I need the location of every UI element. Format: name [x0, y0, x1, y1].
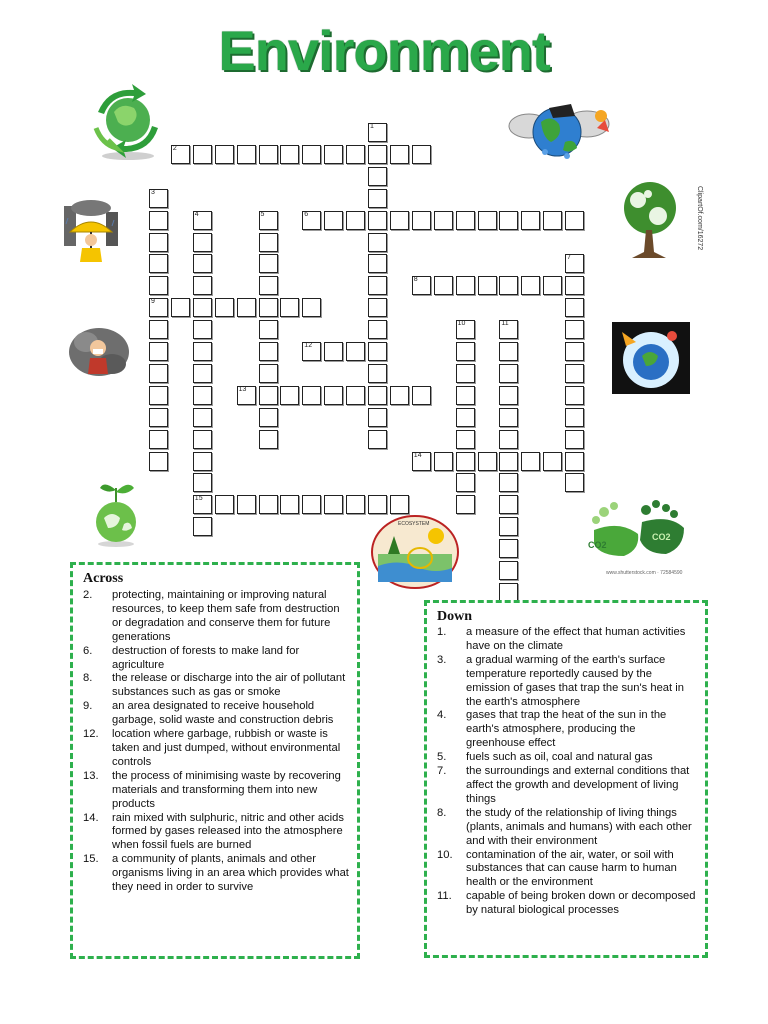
clue-item [83, 770, 349, 812]
crossword-cell[interactable] [237, 495, 256, 514]
clue-number: 13. [83, 769, 99, 782]
clue-text: the process of minimising waste by recovering materials and transforming them into new products [112, 769, 341, 810]
across-clue-box [70, 562, 360, 959]
clue-text: contamination of the air, water, or soil with substances that can cause harm to human health or the environment [466, 848, 677, 889]
crossword-cell[interactable] [565, 473, 584, 492]
crossword-cell[interactable] [149, 233, 168, 252]
crossword-cell[interactable] [499, 364, 518, 383]
crossword-cell[interactable] [456, 473, 475, 492]
crossword-cell[interactable] [237, 298, 256, 317]
crossword-cell[interactable] [259, 342, 278, 361]
crossword-cell[interactable] [171, 145, 190, 164]
clue-item [437, 890, 697, 918]
crossword-cell[interactable] [149, 298, 168, 317]
crossword-cell[interactable] [565, 408, 584, 427]
crossword-cell[interactable] [193, 517, 212, 536]
clue-number-label: 2 [172, 144, 177, 152]
crossword-cell[interactable] [499, 517, 518, 536]
crossword-cell[interactable] [521, 211, 540, 230]
crossword-cell[interactable] [149, 189, 168, 208]
crossword-cell[interactable] [390, 495, 409, 514]
clue-number-label: 4 [194, 210, 199, 218]
crossword-cell[interactable] [149, 211, 168, 230]
crossword-cell[interactable] [280, 298, 299, 317]
crossword-cell[interactable] [193, 386, 212, 405]
crossword-cell[interactable] [193, 473, 212, 492]
crossword-cell[interactable] [193, 276, 212, 295]
down-heading: Down [437, 609, 473, 624]
crossword-cell[interactable] [499, 561, 518, 580]
crossword-cell[interactable] [324, 386, 343, 405]
crossword-cell[interactable] [499, 430, 518, 449]
crossword-cell[interactable] [565, 430, 584, 449]
crossword-cell[interactable] [149, 254, 168, 273]
across-clue-list [83, 589, 349, 895]
crossword-cell[interactable] [149, 430, 168, 449]
crossword-cell[interactable] [456, 342, 475, 361]
crossword-cell[interactable] [324, 342, 343, 361]
smog-person-image [66, 324, 132, 386]
crossword-cell[interactable] [259, 211, 278, 230]
clue-number-label: 13 [238, 385, 247, 393]
crossword-cell[interactable] [346, 211, 365, 230]
crossword-cell[interactable] [368, 495, 387, 514]
crossword-cell[interactable] [193, 364, 212, 383]
crossword-cell[interactable] [368, 211, 387, 230]
clue-number-label: 11 [501, 320, 509, 328]
clue-number-label: 15 [194, 495, 203, 503]
crossword-cell[interactable] [456, 408, 475, 427]
crossword-cell[interactable] [149, 276, 168, 295]
crossword-cell[interactable] [456, 364, 475, 383]
crossword-cell[interactable] [280, 386, 299, 405]
clue-item [83, 645, 349, 673]
crossword-cell[interactable] [565, 364, 584, 383]
crossword-cell[interactable] [149, 386, 168, 405]
crossword-cell[interactable] [302, 145, 321, 164]
crossword-cell[interactable] [302, 495, 321, 514]
clue-number-label: 5 [260, 210, 265, 218]
crossword-cell[interactable] [368, 233, 387, 252]
clue-text: a measure of the effect that human activities have on the climate [466, 626, 686, 652]
clue-number: 15. [83, 853, 99, 866]
crossword-cell[interactable] [434, 211, 453, 230]
crossword-cell[interactable] [368, 320, 387, 339]
clue-item [437, 751, 697, 765]
crossword-cell[interactable] [193, 430, 212, 449]
crying-earth-image [505, 98, 613, 164]
tree-image-caption: ClipartOf.com/16272 [696, 186, 703, 251]
crossword-cell[interactable] [259, 408, 278, 427]
crossword-cell[interactable] [565, 320, 584, 339]
crossword-cell[interactable] [565, 211, 584, 230]
clue-item [83, 728, 349, 770]
crossword-cell[interactable] [499, 539, 518, 558]
crossword-cell[interactable] [521, 276, 540, 295]
carbon-footprint-image [580, 494, 690, 578]
clue-text: protecting, maintaining or improving natural resources, to keep them safe from destruction or degradation and conserve them for future generations [112, 589, 340, 643]
clue-number-label: 8 [413, 276, 418, 284]
clue-number: 5. [437, 751, 447, 764]
clue-text: a community of plants, animals and other organisms living in an area which provides what they need in order to survive [112, 853, 349, 894]
crossword-cell[interactable] [499, 320, 518, 339]
clue-number-label: 1 [370, 123, 374, 130]
crossword-cell[interactable] [478, 211, 497, 230]
crossword-cell[interactable] [565, 386, 584, 405]
clue-number: 4. [437, 709, 447, 722]
crossword-cell[interactable] [456, 211, 475, 230]
crossword-cell[interactable] [193, 320, 212, 339]
crossword-cell[interactable] [456, 452, 475, 471]
crossword-cell[interactable] [565, 276, 584, 295]
crossword-cell[interactable] [259, 386, 278, 405]
clue-text: the study of the relationship of living things (plants, animals and humans) with each other and with their environment [466, 806, 692, 847]
clue-item [437, 709, 697, 751]
crossword-cell[interactable] [149, 320, 168, 339]
crossword-cell[interactable] [324, 495, 343, 514]
clue-item [83, 853, 349, 895]
crossword-cell[interactable] [456, 430, 475, 449]
crossword-cell[interactable] [368, 189, 387, 208]
clue-item [437, 765, 697, 807]
crossword-cell[interactable] [543, 452, 562, 471]
crossword-cell[interactable] [499, 408, 518, 427]
crossword-cell[interactable] [390, 211, 409, 230]
crossword-cell[interactable] [499, 342, 518, 361]
clue-number: 10. [437, 848, 453, 861]
clue-item [83, 812, 349, 854]
ecosystem-diagram-image [370, 514, 460, 590]
crossword-cell[interactable] [565, 298, 584, 317]
crossword-cell[interactable] [149, 342, 168, 361]
crossword-cell[interactable] [499, 452, 518, 471]
clue-number-label: 3 [151, 188, 155, 196]
crossword-cell[interactable] [368, 145, 387, 164]
crossword-cell[interactable] [324, 211, 343, 230]
crossword-cell[interactable] [412, 145, 431, 164]
crossword-cell[interactable] [302, 298, 321, 317]
crossword-cell[interactable] [456, 495, 475, 514]
crossword-cell[interactable] [368, 276, 387, 295]
clue-text: the surroundings and external conditions that affect the growth and development of living things [466, 765, 690, 805]
crossword-cell[interactable] [478, 452, 497, 471]
clue-text: a gradual warming of the earth's surface temperature reportedly caused by the emission of gases that trap the sun's heat in the earth's atmosphere [466, 653, 684, 708]
crossword-cell[interactable] [346, 386, 365, 405]
crossword-cell[interactable] [390, 386, 409, 405]
clue-text: gases that trap the heat of the sun in the earth's atmosphere, producing the greenhouse effect [466, 709, 667, 750]
recycle-globe-image [88, 82, 168, 162]
crossword-cell[interactable] [499, 211, 518, 230]
crossword-cell[interactable] [346, 342, 365, 361]
crossword-cell[interactable] [259, 298, 278, 317]
crossword-cell[interactable] [346, 495, 365, 514]
crossword-cell[interactable] [456, 320, 475, 339]
crossword-cell[interactable] [149, 364, 168, 383]
crossword-cell[interactable] [259, 364, 278, 383]
crossword-cell[interactable] [259, 320, 278, 339]
crossword-cell[interactable] [215, 298, 234, 317]
crossword-cell[interactable] [193, 233, 212, 252]
crossword-cell[interactable] [368, 386, 387, 405]
clue-number: 8. [83, 672, 93, 685]
crossword-cell[interactable] [434, 452, 453, 471]
clue-number-label: 12 [304, 342, 313, 349]
crossword-cell[interactable] [543, 276, 562, 295]
crossword-cell[interactable] [215, 145, 234, 164]
global-warming-earth-image [612, 322, 690, 394]
crossword-cell[interactable] [368, 364, 387, 383]
crossword-cell[interactable] [259, 233, 278, 252]
down-clue-box [424, 600, 708, 958]
clue-item [83, 589, 349, 645]
crossword-cell[interactable] [193, 254, 212, 273]
clue-number: 1. [437, 626, 447, 638]
clue-number: 3. [437, 653, 447, 666]
clue-number: 12. [83, 728, 99, 741]
crossword-cell[interactable] [368, 430, 387, 449]
crossword-cell[interactable] [434, 276, 453, 295]
ecosystem-image-caption: ECOSYSTEM [398, 521, 430, 527]
clue-item [437, 849, 697, 891]
clue-number-label: 7 [567, 254, 571, 262]
crossword-cell[interactable] [193, 342, 212, 361]
clue-text: destruction of forests to make land for agriculture [112, 644, 300, 671]
crossword-cell[interactable] [237, 145, 256, 164]
crossword-cell[interactable] [456, 276, 475, 295]
crossword-cell[interactable] [193, 408, 212, 427]
across-heading: Across [83, 571, 124, 586]
crossword-cell[interactable] [368, 408, 387, 427]
crossword-cell[interactable] [412, 276, 431, 295]
clue-item [437, 626, 697, 654]
crossword-cell[interactable] [499, 276, 518, 295]
clue-item [83, 672, 349, 700]
svg-text:CO2: CO2 [652, 532, 671, 542]
clue-number: 8. [437, 806, 447, 819]
crossword-cell[interactable] [499, 495, 518, 514]
clue-text: fuels such as oil, coal and natural gas [466, 751, 653, 764]
crossword-cell[interactable] [368, 123, 387, 142]
clue-number-label: 14 [413, 451, 422, 459]
crossword-cell[interactable] [259, 145, 278, 164]
crossword-cell[interactable] [478, 276, 497, 295]
crossword-cell[interactable] [193, 211, 212, 230]
clue-number-label: 6 [304, 210, 309, 218]
crossword-cell[interactable] [193, 495, 212, 514]
crossword-cell[interactable] [259, 495, 278, 514]
crossword-cell[interactable] [565, 342, 584, 361]
clue-number: 11. [437, 890, 452, 903]
clue-text: an area designated to receive household garbage, solid waste and construction debris [112, 700, 334, 727]
clue-number: 6. [83, 644, 93, 657]
crossword-cell[interactable] [346, 145, 365, 164]
clue-number-label: 10 [457, 320, 466, 328]
crossword-cell[interactable] [171, 298, 190, 317]
crossword-cell[interactable] [149, 408, 168, 427]
page-title: Environment [218, 19, 550, 82]
crossword-cell[interactable] [543, 211, 562, 230]
crossword-cell[interactable] [280, 145, 299, 164]
crossword-cell[interactable] [565, 452, 584, 471]
crossword-cell[interactable] [412, 386, 431, 405]
crossword-cell[interactable] [193, 298, 212, 317]
clue-number-label: 9 [151, 298, 155, 306]
crossword-cell[interactable] [302, 342, 321, 361]
crossword-cell[interactable] [193, 145, 212, 164]
clue-text: the release or discharge into the air of pollutant substances such as gas or smoke [112, 672, 346, 699]
crossword-cell[interactable] [368, 254, 387, 273]
crossword-cell[interactable] [368, 167, 387, 186]
crossword-cell[interactable] [390, 145, 409, 164]
clue-text: rain mixed with sulphuric, nitric and other acids formed by gases released into the atmosphere when fossil fuels are burned [112, 811, 344, 852]
crossword-cell[interactable] [499, 386, 518, 405]
sprouting-globe-image [88, 474, 144, 548]
clue-text: location where garbage, rubbish or waste is taken and just dumped, without environmental controls [112, 728, 341, 768]
clue-number: 14. [83, 811, 99, 824]
svg-text:CO2: CO2 [588, 540, 607, 550]
down-clue-list [437, 626, 697, 918]
crossword-cell[interactable] [237, 386, 256, 405]
crossword-cell[interactable] [302, 386, 321, 405]
crossword-cell[interactable] [324, 145, 343, 164]
clue-number: 7. [437, 765, 447, 778]
clue-item [83, 700, 349, 728]
crossword-cell[interactable] [412, 211, 431, 230]
crossword-cell[interactable] [368, 298, 387, 317]
crossword-cell[interactable] [499, 473, 518, 492]
crossword-cell[interactable] [368, 342, 387, 361]
crossword-cell[interactable] [456, 386, 475, 405]
clue-item [437, 807, 697, 849]
crossword-cell[interactable] [412, 452, 431, 471]
crossword-cell[interactable] [259, 276, 278, 295]
clue-number: 9. [83, 700, 93, 713]
footprint-image-caption: www.shutterstock.com · 72584590 [606, 570, 683, 576]
tree-earth-image [618, 180, 702, 262]
crossword-cell[interactable] [259, 430, 278, 449]
crossword-cell[interactable] [259, 254, 278, 273]
clue-text: capable of being broken down or decomposed by natural biological processes [466, 890, 696, 917]
crossword-cell[interactable] [193, 452, 212, 471]
crossword-cell[interactable] [521, 452, 540, 471]
acid-rain-girl-image [60, 198, 122, 266]
clue-item [437, 654, 697, 710]
clue-number: 2. [83, 589, 93, 601]
crossword-cell[interactable] [565, 254, 584, 273]
crossword-cell[interactable] [302, 211, 321, 230]
crossword-cell[interactable] [149, 452, 168, 471]
crossword-cell[interactable] [280, 495, 299, 514]
crossword-cell[interactable] [215, 495, 234, 514]
